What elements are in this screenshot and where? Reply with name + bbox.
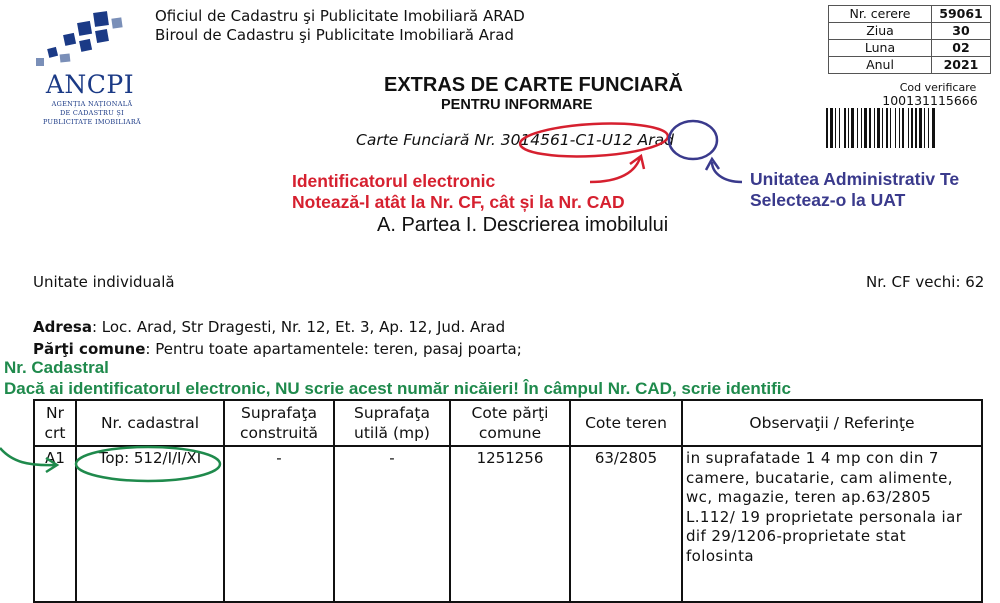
request-label: Nr. cerere bbox=[829, 6, 932, 23]
request-row bbox=[829, 40, 991, 57]
cell-observatii: in suprafatade 1 4 mp con din 7 camere, bucatarie, cam alimente, wc, magazie, teren ap.63/2805 L.112/ 19 proprietate personala iar dif 29/1206-proprietate stat folosinta bbox=[682, 446, 982, 602]
request-label: Luna bbox=[829, 40, 932, 57]
blue-circle-icon bbox=[669, 121, 717, 159]
red-arrowhead-icon bbox=[630, 156, 644, 169]
request-row bbox=[829, 57, 991, 74]
request-value: 02 bbox=[932, 40, 991, 57]
cell-nr-crt: A1 bbox=[34, 446, 76, 602]
request-value: 30 bbox=[932, 23, 991, 40]
ancpi-logo bbox=[30, 6, 154, 126]
request-label: Ziua bbox=[829, 23, 932, 40]
blue-arrowhead-icon bbox=[706, 159, 719, 170]
unit-type: Unitate individuală bbox=[33, 273, 175, 291]
common-parts-value: : Pentru toate apartamentele: teren, pasaj poarta; bbox=[145, 340, 522, 358]
old-cf-number: Nr. CF vechi: 62 bbox=[866, 273, 985, 291]
blue-arrow-icon bbox=[712, 162, 742, 182]
cell-suprafata-utila: - bbox=[334, 446, 450, 602]
cell-cote-parti-comune: 1251256 bbox=[450, 446, 570, 602]
common-parts-line bbox=[33, 340, 522, 358]
annotation-cadastral-note: Dacă ai identificatorul electronic, NU scrie acest număr nicăieri! În câmpul Nr. CAD, scrie identific bbox=[4, 379, 791, 398]
address-line bbox=[33, 318, 505, 336]
cf-number-line bbox=[356, 131, 674, 149]
request-info-table bbox=[828, 5, 991, 74]
office-name: Oficiul de Cadastru şi Publicitate Imobiliară ARAD bbox=[155, 7, 525, 25]
logo-name: ANCPI bbox=[45, 70, 135, 99]
logo-subtitle-line: PUBLICITATE IMOBILIARĂ bbox=[42, 118, 142, 126]
verify-code: 100131115666 bbox=[882, 93, 978, 108]
request-label: Anul bbox=[829, 57, 932, 74]
column-header: Nr crt bbox=[34, 400, 76, 446]
document-subtitle: PENTRU INFORMARE bbox=[441, 97, 593, 113]
column-header: Observaţii / Referinţe bbox=[682, 400, 982, 446]
request-row bbox=[829, 6, 991, 23]
cf-uat: Arad bbox=[637, 131, 674, 149]
annotation-uat-title: Unitatea Administrativ Te bbox=[750, 169, 960, 189]
address-label: Adresa bbox=[33, 318, 92, 336]
cell-suprafata-construita: - bbox=[224, 446, 334, 602]
verify-code-label: Cod verificare bbox=[899, 81, 977, 94]
document-title: EXTRAS DE CARTE FUNCIARĂ bbox=[384, 74, 683, 96]
request-value: 2021 bbox=[932, 57, 991, 74]
property-table bbox=[33, 399, 983, 603]
cell-nr-cadastral: Top: 512/I/I/XI bbox=[76, 446, 224, 602]
annotation-cadastral-title: Nr. Cadastral bbox=[4, 358, 109, 377]
barcode-icon bbox=[826, 108, 1000, 148]
column-header: Cote teren bbox=[570, 400, 682, 446]
cell-cote-teren: 63/2805 bbox=[570, 446, 682, 602]
request-value: 59061 bbox=[932, 6, 991, 23]
column-header: Suprafaţa construită bbox=[224, 400, 334, 446]
red-arrow-icon bbox=[590, 158, 640, 182]
logo-emblem-icon bbox=[30, 6, 154, 70]
table-header-row bbox=[34, 400, 982, 446]
annotation-uat-note: Selecteaz-o la UAT bbox=[750, 190, 906, 210]
logo-subtitle-line: AGENȚIA NAȚIONALĂ bbox=[51, 100, 133, 108]
annotation-identifier-title: Identificatorul electronic bbox=[292, 171, 496, 191]
table-row bbox=[34, 446, 982, 602]
cf-prefix: Carte Funciară Nr. bbox=[356, 131, 496, 149]
column-header: Cote părţi comune bbox=[450, 400, 570, 446]
cf-number: 3014561-C1-U12 bbox=[500, 131, 633, 149]
address-value: : Loc. Arad, Str Dragesti, Nr. 12, Et. 3, Ap. 12, Jud. Arad bbox=[91, 318, 506, 336]
bureau-name: Biroul de Cadastru şi Publicitate Imobiliară Arad bbox=[155, 26, 514, 44]
request-row bbox=[829, 23, 991, 40]
column-header: Nr. cadastral bbox=[76, 400, 224, 446]
column-header: Suprafaţa utilă (mp) bbox=[334, 400, 450, 446]
section-title: A. Partea I. Descrierea imobilului bbox=[377, 214, 669, 236]
logo-subtitle-line: DE CADASTRU ȘI bbox=[59, 109, 125, 117]
common-parts-label: Părţi comune bbox=[33, 340, 146, 358]
annotation-identifier-note: Notează-l atât la Nr. CF, cât și la Nr. CAD bbox=[292, 192, 625, 212]
